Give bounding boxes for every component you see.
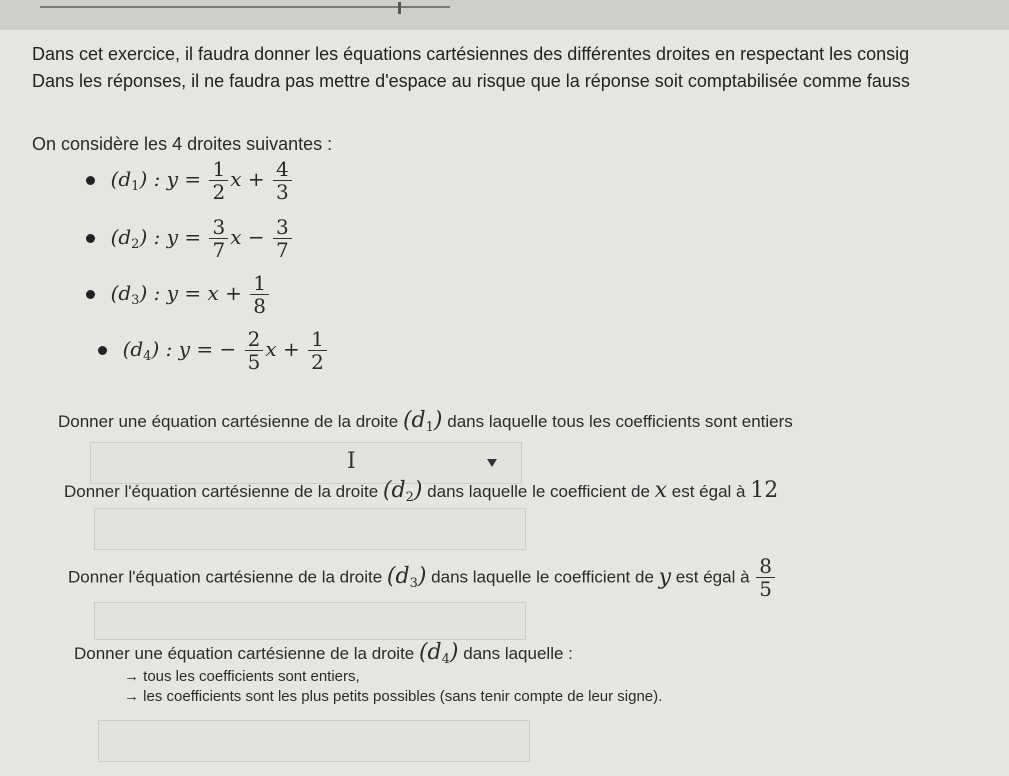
question-text: Donner l'équation cartésienne de la droite [68, 567, 387, 587]
question-text: Donner une équation cartésienne de la droite [74, 644, 419, 663]
line-subscript: 3 [409, 576, 418, 591]
line-subscript: 2 [405, 490, 414, 505]
numerator: 1 [308, 328, 327, 351]
line-name-close: ) [433, 408, 443, 433]
denominator: 7 [212, 238, 226, 262]
question-2 [64, 478, 778, 505]
line-label: (d [110, 281, 132, 305]
bullet-icon [98, 346, 107, 355]
question-3 [68, 555, 777, 600]
coefficient-value: 12 [750, 478, 779, 503]
question-1 [58, 408, 793, 435]
question-text-mid: dans laquelle le coefficient de [422, 482, 655, 501]
line-name: (d [382, 478, 406, 503]
numerator: 4 [273, 158, 292, 181]
line-subscript: 1 [425, 420, 434, 435]
denominator: 3 [275, 180, 289, 204]
answer-2-field[interactable] [94, 508, 526, 550]
line-d2 [86, 216, 294, 261]
line-subscript: 4 [143, 349, 152, 364]
question-text-end: est égal à [671, 567, 755, 587]
line-d4 [98, 328, 329, 373]
line-name: (d [402, 408, 426, 433]
line-d3 [86, 272, 271, 317]
fraction [273, 216, 292, 261]
line-name-close: ) [449, 640, 459, 665]
answer-3-field[interactable] [94, 602, 526, 640]
bullet-icon [86, 290, 95, 299]
fraction [209, 216, 228, 261]
fraction [250, 272, 269, 317]
numerator: 8 [756, 555, 775, 578]
question-text: Donner l'équation cartésienne de la droite [64, 482, 383, 501]
line-equation-start: ) : y = [139, 225, 202, 249]
numerator: 3 [273, 216, 292, 239]
question-text-end: dans laquelle tous les coefficients sont entiers [442, 412, 793, 431]
numerator: 1 [209, 158, 228, 181]
condition-1: → tous les coefficients sont entiers, [124, 668, 360, 685]
line-operator: x + [265, 337, 300, 361]
line-equation-start: ) : y = x + [139, 281, 242, 305]
bullet-icon [86, 176, 95, 185]
line-equation-start: ) : y = − [151, 337, 237, 361]
line-subscript: 4 [441, 652, 450, 667]
denominator: 7 [275, 238, 289, 262]
variable-x: x [654, 478, 668, 503]
intro-line-1: Dans cet exercice, il faudra donner les équations cartésiennes des différentes droites en respectant les consig [32, 44, 910, 64]
variable-y: y [658, 565, 672, 590]
fraction [209, 158, 228, 203]
line-subscript: 3 [131, 293, 140, 308]
line-name-close: ) [417, 564, 427, 589]
line-name: (d [418, 640, 442, 665]
line-label: (d [110, 225, 132, 249]
question-text-mid: dans laquelle le coefficient de [426, 567, 659, 587]
coefficient-fraction [756, 555, 775, 600]
consider-text: On considère les 4 droites suivantes : [32, 134, 333, 154]
fraction [273, 158, 292, 203]
line-d1 [86, 158, 294, 203]
line-subscript: 1 [131, 179, 140, 194]
browser-top-band [0, 0, 1009, 30]
text-cursor-icon: I [347, 449, 356, 474]
line-equation-start: ) : y = [139, 167, 202, 191]
denominator: 5 [247, 350, 261, 374]
line-label: (d [110, 167, 132, 191]
numerator: 1 [250, 272, 269, 295]
denominator: 8 [253, 294, 266, 318]
numerator: 2 [245, 328, 264, 351]
question-text-end: dans laquelle : [458, 644, 573, 663]
question-text: Donner une équation cartésienne de la droite [58, 412, 403, 431]
denominator: 2 [212, 180, 226, 204]
condition-2: → les coefficients sont les plus petits possibles (sans tenir compte de leur signe). [124, 688, 663, 705]
dropdown-arrow-icon[interactable] [487, 459, 497, 467]
line-label: (d [122, 337, 144, 361]
line-name-close: ) [413, 478, 423, 503]
denominator: 5 [759, 577, 772, 601]
line-operator: x + [230, 167, 265, 191]
fraction [245, 328, 264, 373]
question-4 [74, 640, 573, 667]
fraction [308, 328, 327, 373]
intro-line-2: Dans les réponses, il ne faudra pas mettre d'espace au risque que la réponse soit comptabilisée comme fauss [32, 71, 910, 91]
exercise-page [0, 30, 1009, 776]
answer-4-field[interactable] [98, 720, 530, 762]
line-name: (d [386, 564, 410, 589]
bullet-icon [86, 234, 95, 243]
numerator: 3 [209, 216, 228, 239]
line-operator: x − [230, 225, 265, 249]
scroll-marker-icon [398, 2, 401, 14]
denominator: 2 [311, 350, 324, 374]
question-text-end: est égal à [667, 482, 751, 501]
line-subscript: 2 [131, 237, 140, 252]
top-divider [40, 6, 450, 8]
